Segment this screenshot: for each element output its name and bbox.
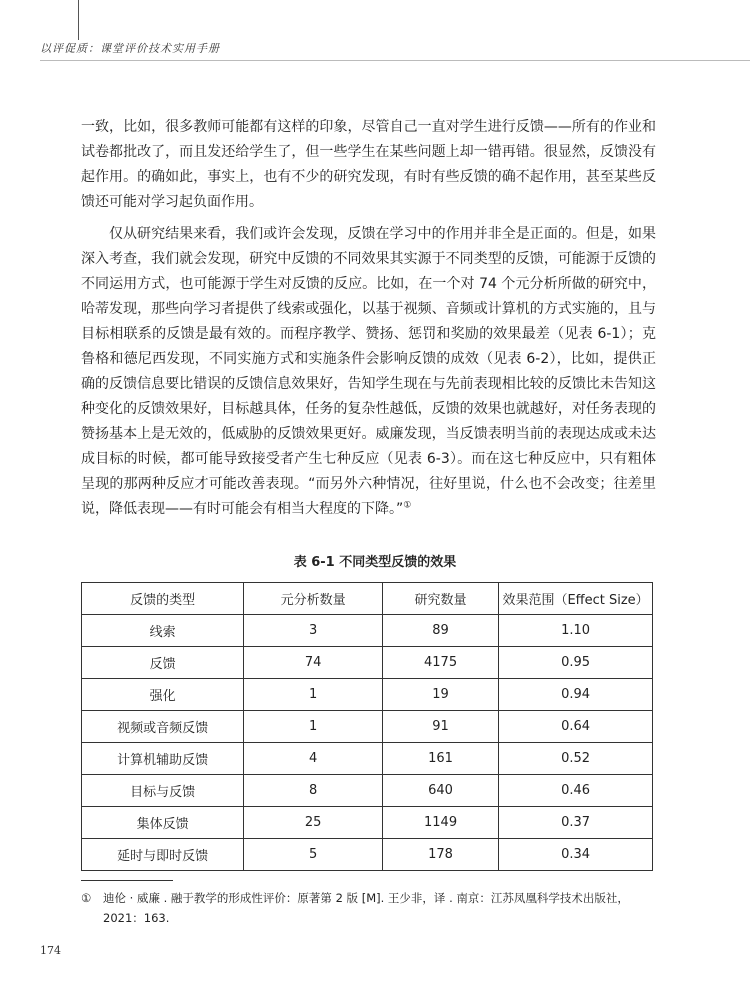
header-effect-size: 效果范围（Effect Size） (499, 583, 653, 615)
table-cell: 0.64 (499, 711, 653, 743)
table-cell: 0.95 (499, 647, 653, 679)
table-cell: 89 (383, 615, 499, 647)
table-row (82, 679, 653, 711)
table-cell: 0.52 (499, 743, 653, 775)
table-cell: 0.94 (499, 679, 653, 711)
table-cell: 161 (383, 743, 499, 775)
page-number: 174 (40, 944, 61, 957)
table-cell: 0.37 (499, 807, 653, 839)
footnote-reference: ① (403, 500, 412, 511)
table-cell: 4 (244, 743, 383, 775)
table-row (82, 807, 653, 839)
paragraph-2-text: 仅从研究结果来看，我们或许会发现，反馈在学习中的作用并非全是正面的。但是，如果深入考查，我们就会发现，研究中反馈的不同效果其实源于不同类型的反馈，可能源于反馈的不同运用方式，也可能源于学生对反馈的反应。比如，在一个对 74 个元分析所做的研究中，哈蒂发现，那些向学习者提供了线索或强化，以基于视频、音频或计算机的方式实施的，且与目标相联系的反馈是最有效的。而程序教学、赞扬、惩罚和奖励的效果最差（见表 6-1）；克鲁格和德尼西发现，不同实施方式和实施条件会影响反馈的成效（见表 6-2），比如，提供正确的反馈信息要比错误的反馈信息效果好，告知学生现在与先前表现相比较的反馈比未告知这种变化的反馈效果好，目标越具体，任务的复杂性越低，反馈的效果也就越好，对任务表现的赞扬基本上是无效的，低威胁的反馈效果更好。威廉发现，当反馈表明当前的表现达成或未达成目标的时候，都可能导致接受者产生七种反应（见表 6-3）。而在这七种反应中，只有粗体呈现的那两种反应才可能改善表现。“而另外六种情况，往好里说，什么也不会改变；往差里说，降低表现——有时可能会有相当大程度的下降。” (81, 226, 656, 517)
table-header-row (82, 583, 653, 615)
footnote-line-1: 迪伦 · 威廉 . 融于教学的形成性评价：原著第 2 版 [M]. 王少非，译 . 南京：江苏凤凰科学技术出版社， (103, 891, 629, 905)
table-cell: 强化 (82, 679, 244, 711)
header-study-count: 研究数量 (383, 583, 499, 615)
table-body (82, 615, 653, 871)
table-cell: 集体反馈 (82, 807, 244, 839)
table-cell: 25 (244, 807, 383, 839)
paragraph-text: 一致，比如，很多教师可能都有这样的印象，尽管自己一直对学生进行反馈——所有的作业和试卷都批改了，而且发还给学生了，但一些学生在某些问题上却一错再错。很显然，反馈没有起作用。的确如此，事实上，也有不少的研究发现，有时有些反馈的确不起作用，甚至某些反馈还可能对学习起负面作用。 (81, 119, 656, 210)
table-row (82, 839, 653, 871)
feedback-effect-table (81, 582, 653, 871)
table-cell: 延时与即时反馈 (82, 839, 244, 871)
table-cell: 3 (244, 615, 383, 647)
table-cell: 640 (383, 775, 499, 807)
table-row (82, 615, 653, 647)
table-cell: 目标与反馈 (82, 775, 244, 807)
running-header: 以评促质：课堂评价技术实用手册 (40, 42, 220, 55)
table-row (82, 743, 653, 775)
table-cell: 1 (244, 679, 383, 711)
table-cell: 1149 (383, 807, 499, 839)
table-cell: 91 (383, 711, 499, 743)
table-cell: 视频或音频反馈 (82, 711, 244, 743)
table-cell: 8 (244, 775, 383, 807)
table-cell: 计算机辅助反馈 (82, 743, 244, 775)
table-cell: 线索 (82, 615, 244, 647)
body-paragraph-2 (81, 222, 656, 522)
table-row (82, 647, 653, 679)
table-cell: 1 (244, 711, 383, 743)
table-cell: 19 (383, 679, 499, 711)
header-rule (40, 60, 750, 61)
table-cell: 5 (244, 839, 383, 871)
footnote-line-2: 2021：163. (103, 911, 170, 925)
header-meta-analysis-count: 元分析数量 (244, 583, 383, 615)
margin-line (78, 0, 79, 40)
footnote-mark: ① (81, 891, 92, 905)
table-cell: 0.46 (499, 775, 653, 807)
table-cell: 1.10 (499, 615, 653, 647)
paragraph-text (81, 222, 656, 522)
footnote (81, 888, 656, 928)
table-title: 表 6-1 不同类型反馈的效果 (293, 555, 457, 570)
table-row (82, 711, 653, 743)
body-paragraph-1 (81, 115, 656, 215)
table-cell: 178 (383, 839, 499, 871)
table-cell: 74 (244, 647, 383, 679)
table-cell: 0.34 (499, 839, 653, 871)
footnote-rule (81, 880, 173, 881)
table-cell: 4175 (383, 647, 499, 679)
header-feedback-type: 反馈的类型 (82, 583, 244, 615)
table-cell: 反馈 (82, 647, 244, 679)
table-row (82, 775, 653, 807)
